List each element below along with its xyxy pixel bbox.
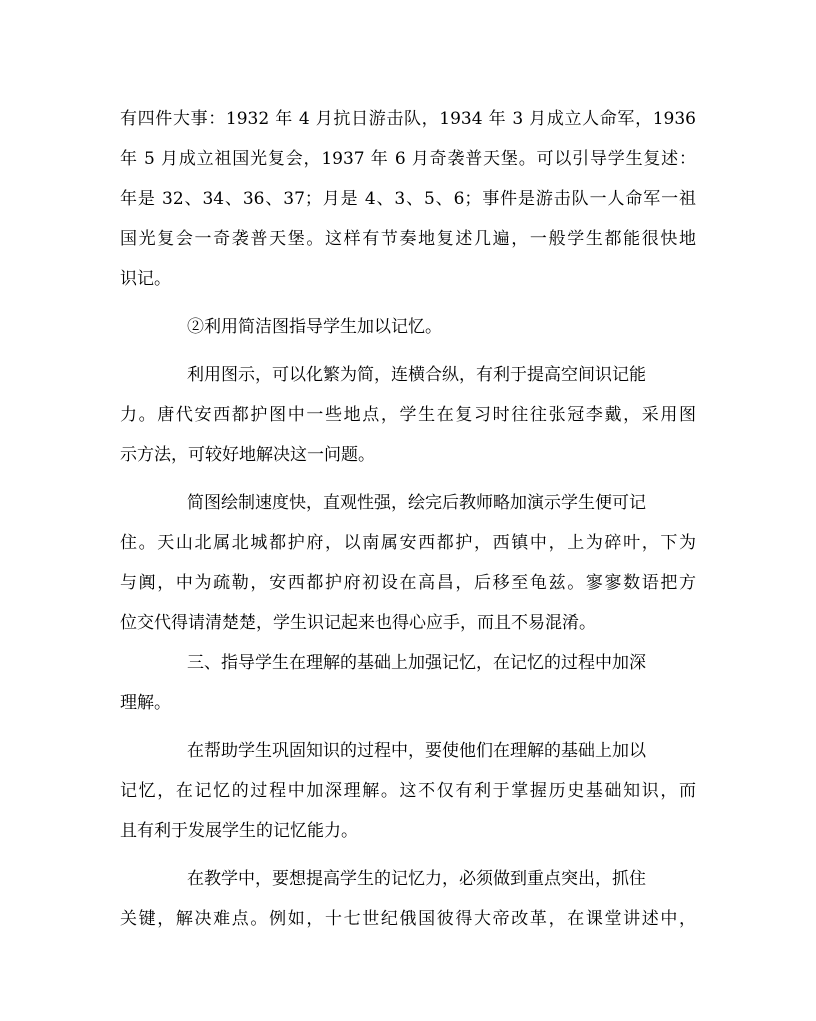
text-line: 且有利于发展学生的记忆能力。 [120,821,358,841]
text-line: 在帮助学生巩固知识的过程中，要使他们在理解的基础上加以 [187,741,646,761]
section-heading: 三、指导学生在理解的基础上加强记忆，在记忆的过程中加深 [187,653,646,673]
text-line: 利用图示，可以化繁为简，连横合纵，有利于提高空间识记能 [187,365,646,385]
text-line: 国光复会一奇袭普天堡。这样有节奏地复述几遍，一般学生都能很快地 [120,229,696,249]
text-line: 住。天山北属北城都护府，以南属安西都护，西镇中，上为碎叶，下为 [120,533,696,553]
section-heading: 理解。 [120,693,171,713]
text-line: 示方法，可较好地解决这一问题。 [120,445,375,465]
text-line: 在教学中，要想提高学生的记忆力，必须做到重点突出，抓住 [187,869,646,889]
text-line: 年是 32、34、36、37；月是 4、3、5、6；事件是游击队一人命军一祖 [120,189,696,209]
text-line: 力。唐代安西都护图中一些地点，学生在复习时往往张冠李戴，采用图 [120,405,696,425]
section-heading: ②利用简洁图指导学生加以记忆。 [187,317,442,337]
text-line: 与阗，中为疏勒，安西都护府初设在高昌，后移至龟兹。寥寥数语把方 [120,573,696,593]
text-line: 位交代得请清楚楚，学生识记起来也得心应手，而且不易混淆。 [120,613,596,633]
text-line: 简图绘制速度快，直观性强，绘完后教师略加演示学生便可记 [187,493,646,513]
text-line: 关键，解决难点。例如，十七世纪俄国彼得大帝改革，在课堂讲述中， [120,909,696,929]
text-line: 有四件大事：1932 年 4 月抗日游击队，1934 年 3 月成立人命军，1936 [120,109,696,129]
text-line: 年 5 月成立祖国光复会，1937 年 6 月奇袭普天堡。可以引导学生复述： [120,149,696,169]
text-line: 记忆，在记忆的过程中加深理解。这不仅有利于掌握历史基础知识，而 [120,781,696,801]
text-line: 识记。 [120,269,171,289]
